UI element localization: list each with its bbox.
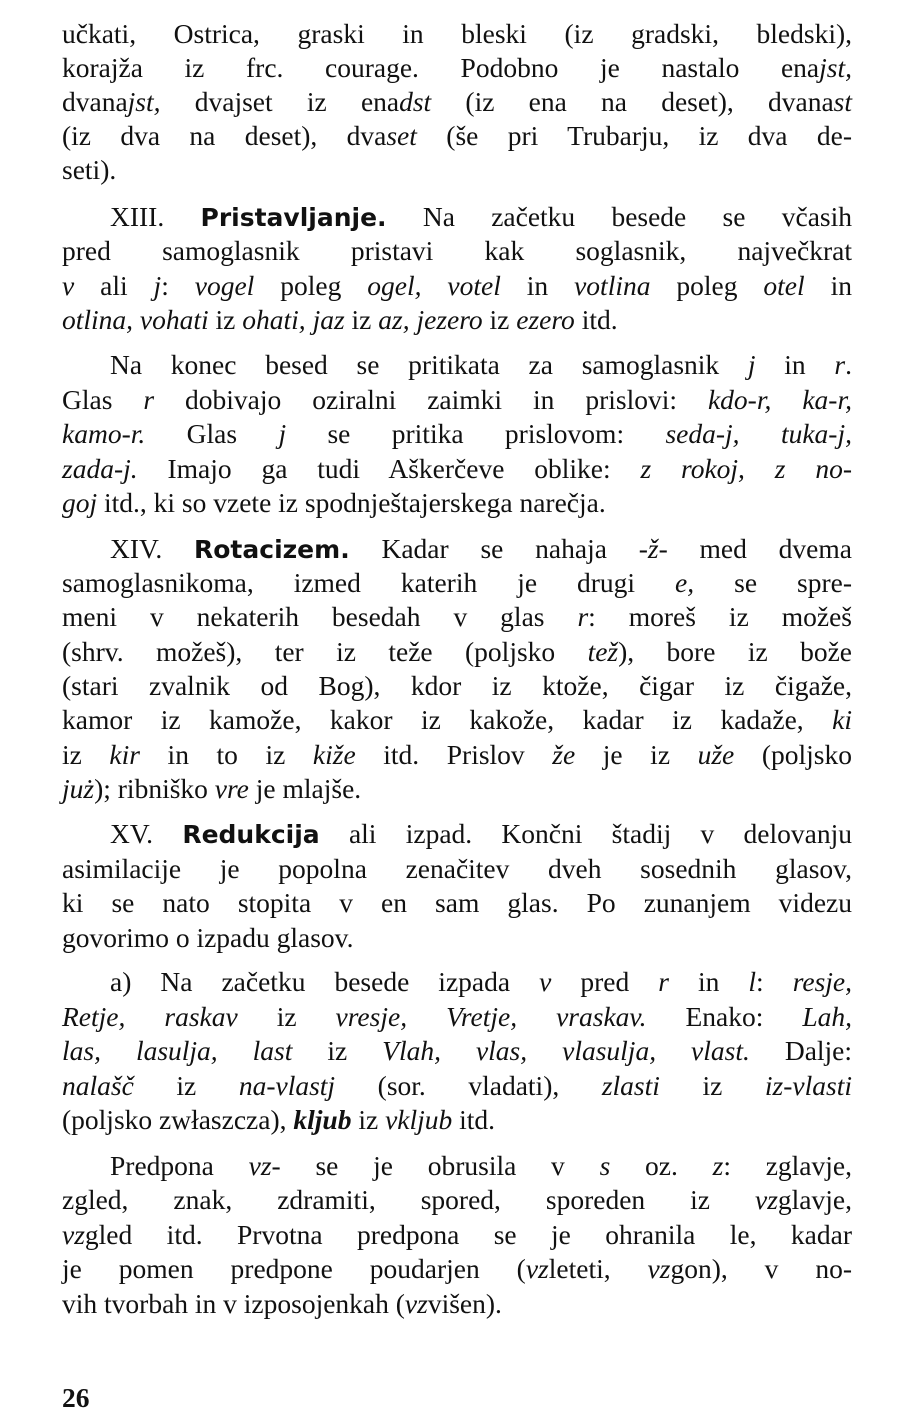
italic-term: kiže — [312, 739, 356, 770]
text-run: XIV. — [110, 533, 194, 564]
text-run — [740, 418, 781, 449]
section-heading: Pristavljanje. — [200, 203, 387, 232]
italic-term: kir — [109, 739, 140, 770]
text-run: itd. — [452, 1104, 496, 1135]
text-run: itd., ki so vzete iz spodnještajerskega narečja. — [97, 487, 606, 518]
text-line — [62, 414, 852, 454]
text-run: (stari zvalnik od Bog), kdor iz ktože, čigar iz čigaže, — [62, 670, 852, 701]
text-run: glavje, — [777, 1184, 852, 1215]
italic-term: vz — [525, 1253, 549, 1284]
italic-term: st — [833, 86, 852, 117]
italic-term: tež — [587, 636, 619, 667]
text-line — [62, 700, 852, 740]
italic-term: s — [599, 1150, 611, 1181]
italic-term: l — [748, 966, 757, 997]
text-run: meni v nekaterih besedah v glas — [62, 601, 578, 632]
text-run: je mlajše. — [248, 773, 362, 804]
text-run — [306, 304, 313, 335]
text-run: leteti, — [548, 1253, 648, 1284]
text-run: oz. — [610, 1150, 713, 1181]
text-run: poleg — [650, 270, 764, 301]
italic-term: ka-r, — [802, 384, 852, 415]
italic-term: las, — [62, 1035, 101, 1066]
text-line — [62, 1031, 852, 1071]
text-run: : — [161, 270, 195, 301]
text-run: XV. — [110, 818, 183, 849]
italic-term: otlina, — [62, 304, 134, 335]
text-run: Kadar se nahaja — [349, 533, 639, 564]
italic-term: kamo-r. — [62, 418, 146, 449]
text-run — [441, 1035, 476, 1066]
text-line — [62, 918, 852, 958]
text-line — [62, 1249, 852, 1289]
italic-term: az, — [378, 304, 410, 335]
italic-term: seda-j, — [665, 418, 740, 449]
text-run: Enako: — [646, 1001, 803, 1032]
text-run: dobivajo oziralni zaimki in prislovi: — [154, 384, 708, 415]
text-run: iz — [351, 1104, 386, 1135]
text-run — [407, 1001, 446, 1032]
italic-term: z no- — [774, 453, 852, 484]
italic-term: vogel — [194, 270, 255, 301]
text-run: vih tvorbah in v izposojenkah ( — [62, 1288, 405, 1319]
italic-term: zlasti — [601, 1070, 660, 1101]
italic-term: vlas, — [475, 1035, 528, 1066]
italic-term: kljub — [293, 1104, 352, 1135]
text-run: in — [668, 966, 749, 997]
text-run: gled itd. Prvotna predpona se je ohranila le, kadar — [84, 1219, 852, 1250]
italic-term: vz — [647, 1253, 671, 1284]
italic-term: zada-j. — [62, 453, 138, 484]
text-run: dvajset iz ena — [160, 86, 400, 117]
text-run: (sor. vladati), — [335, 1070, 602, 1101]
text-run — [421, 270, 447, 301]
italic-term: jst, — [127, 86, 161, 117]
text-run — [125, 1001, 164, 1032]
text-line — [62, 1284, 852, 1324]
text-run: ki se nato stopita v en sam glas. Po zunanjem videzu — [62, 887, 852, 918]
italic-term: raskav — [164, 1001, 238, 1032]
section-heading: Rotacizem. — [194, 535, 350, 564]
text-run — [133, 304, 140, 335]
italic-term: resje, — [792, 966, 852, 997]
text-run — [101, 1035, 136, 1066]
text-run: med dvema — [667, 533, 852, 564]
text-run: samoglasnikoma, izmed katerih je drugi — [62, 567, 676, 598]
text-run: pred — [551, 966, 659, 997]
text-run: asimilacije je popolna zenačitev dveh sosednih glasov, — [62, 853, 852, 884]
text-run: in — [804, 270, 852, 301]
italic-term: Retje, — [62, 1001, 126, 1032]
text-run: Imajo ga tudi Aškerčeve oblike: — [137, 453, 641, 484]
text-run: iz — [237, 1001, 336, 1032]
italic-term: Lah, — [802, 1001, 853, 1032]
italic-term: vz — [755, 1184, 778, 1215]
italic-term: otel — [763, 270, 805, 301]
text-run: kamor iz kamože, kakor iz kakože, kadar iz kadaže, — [62, 704, 833, 735]
text-run — [771, 384, 802, 415]
text-line — [62, 300, 852, 340]
italic-term: e, — [675, 567, 695, 598]
text-line — [62, 150, 852, 190]
italic-term: r — [143, 384, 155, 415]
italic-term: kdo-r, — [707, 384, 772, 415]
italic-term: iz-vlasti — [764, 1070, 852, 1101]
text-run: Glas — [62, 384, 144, 415]
text-run: iz — [292, 1035, 383, 1066]
text-run: iz — [208, 304, 243, 335]
italic-term: dst — [399, 86, 432, 117]
italic-term: r — [658, 966, 669, 997]
text-run: iz — [482, 304, 517, 335]
italic-term: vlasulja, — [562, 1035, 657, 1066]
text-run — [218, 1035, 253, 1066]
italic-term: jezero — [416, 304, 483, 335]
italic-term: nalašč — [62, 1070, 134, 1101]
text-run: ); ribniško — [94, 773, 215, 804]
text-line — [62, 883, 852, 923]
text-run: Predpona — [110, 1150, 249, 1181]
italic-term: ohati, — [242, 304, 306, 335]
italic-term: r — [577, 601, 589, 632]
italic-term: vkljub — [385, 1104, 453, 1135]
text-run: govorimo o izpadu glasov. — [62, 922, 354, 953]
text-run: in — [755, 349, 835, 380]
text-run: : — [756, 966, 793, 997]
text-run: (poljsko zwłaszcza), — [62, 1104, 294, 1135]
text-run: (iz ena na deset), dvana — [431, 86, 834, 117]
text-run — [656, 1035, 691, 1066]
text-run: iz — [344, 304, 379, 335]
text-run: poleg — [254, 270, 368, 301]
text-run: : moreš iz možeš — [588, 601, 852, 632]
text-run: gon), v no- — [670, 1253, 852, 1284]
text-run: se spre- — [694, 567, 852, 598]
text-run: . — [845, 349, 852, 380]
page-number: 26 — [62, 1382, 90, 1413]
italic-term: vohati — [139, 304, 209, 335]
italic-term: ogel, — [367, 270, 422, 301]
text-run: iz — [659, 1070, 765, 1101]
italic-term: z — [712, 1150, 724, 1181]
text-run: (iz dva na deset), dva — [62, 120, 387, 151]
text-run — [745, 453, 775, 484]
text-line — [110, 345, 852, 385]
text-run: Na začetku besede se včasih — [386, 201, 852, 232]
text-run: (še pri Trubarju, iz dva de- — [416, 120, 852, 151]
text-run: dvana — [62, 86, 128, 117]
text-run: ali — [74, 270, 154, 301]
text-line — [62, 231, 852, 271]
text-run: korajža iz frc. courage. Podobno je nastalo ena — [62, 52, 820, 83]
italic-term: v — [62, 270, 75, 301]
text-line — [62, 769, 852, 809]
text-run: pred samoglasnik pristavi kak soglasnik, največkrat — [62, 235, 852, 266]
italic-term: na-vlastj — [238, 1070, 336, 1101]
italic-term: vz- — [248, 1150, 281, 1181]
text-run: : zglavje, — [723, 1150, 852, 1181]
text-run: iz — [62, 739, 110, 770]
italic-term: vre — [214, 773, 249, 804]
italic-term: r — [834, 349, 846, 380]
italic-term: vlast. — [691, 1035, 750, 1066]
text-run: XIII. — [110, 201, 201, 232]
text-run: iz — [133, 1070, 239, 1101]
text-run: je iz — [575, 739, 698, 770]
text-line — [110, 814, 852, 854]
italic-term: last — [252, 1035, 293, 1066]
italic-term: lasulja, — [135, 1035, 218, 1066]
italic-term: już — [62, 773, 95, 804]
text-line — [62, 1100, 852, 1140]
italic-term: ezero — [516, 304, 575, 335]
text-run: a) Na začetku besede izpada — [110, 966, 540, 997]
italic-term: z rokoj, — [640, 453, 745, 484]
text-run: je pomen predpone poudarjen ( — [62, 1253, 526, 1284]
text-run: (poljsko — [734, 739, 852, 770]
italic-term: vresje, — [335, 1001, 408, 1032]
text-run: učkati, Ostrica, graski in bleski (iz gradski, bledski), — [62, 18, 852, 49]
text-run: itd. Prislov — [355, 739, 553, 770]
text-run: se pritika prislovom: — [286, 418, 666, 449]
italic-term: -ž- — [638, 533, 668, 564]
italic-term: j — [153, 270, 162, 301]
text-run — [527, 1035, 562, 1066]
italic-term: v — [539, 966, 552, 997]
text-run: Dalje: — [749, 1035, 853, 1066]
text-run: seti). — [62, 154, 117, 185]
italic-term: votel — [447, 270, 501, 301]
text-line — [62, 483, 852, 523]
italic-term: že — [552, 739, 576, 770]
section-heading: Redukcija — [182, 820, 320, 849]
text-line — [62, 597, 852, 637]
text-line — [62, 1180, 852, 1220]
text-run: in to iz — [139, 739, 313, 770]
text-run: ali izpad. Končni štadij v delovanju — [319, 818, 852, 849]
italic-term: Vlah, — [382, 1035, 441, 1066]
italic-term: vraskav. — [556, 1001, 647, 1032]
italic-term: j — [278, 418, 287, 449]
text-run — [517, 1001, 556, 1032]
italic-term: vz — [404, 1288, 428, 1319]
text-run: in — [500, 270, 575, 301]
text-run: itd. — [574, 304, 618, 335]
text-run: zgled, znak, zdramiti, spored, sporeden iz — [62, 1184, 755, 1215]
italic-term: j — [747, 349, 756, 380]
text-run: (shrv. možeš), ter iz teže (poljsko — [62, 636, 588, 667]
text-run: višen). — [427, 1288, 502, 1319]
italic-term: ki — [832, 704, 852, 735]
italic-term: goj — [62, 487, 98, 518]
italic-term: set — [386, 120, 417, 151]
text-run: Glas — [145, 418, 279, 449]
italic-term: tuka-j, — [780, 418, 852, 449]
italic-term: votlina — [574, 270, 651, 301]
italic-term: vz — [62, 1219, 85, 1250]
italic-term: Vretje, — [446, 1001, 518, 1032]
text-run: ), bore iz bože — [618, 636, 852, 667]
italic-term: jaz — [312, 304, 345, 335]
italic-term: uže — [697, 739, 735, 770]
text-line — [110, 962, 852, 1002]
italic-term: jst, — [819, 52, 852, 83]
text-run: Na konec besed se pritikata za samoglasnik — [110, 349, 748, 380]
text-run: se je obrusila v — [280, 1150, 600, 1181]
